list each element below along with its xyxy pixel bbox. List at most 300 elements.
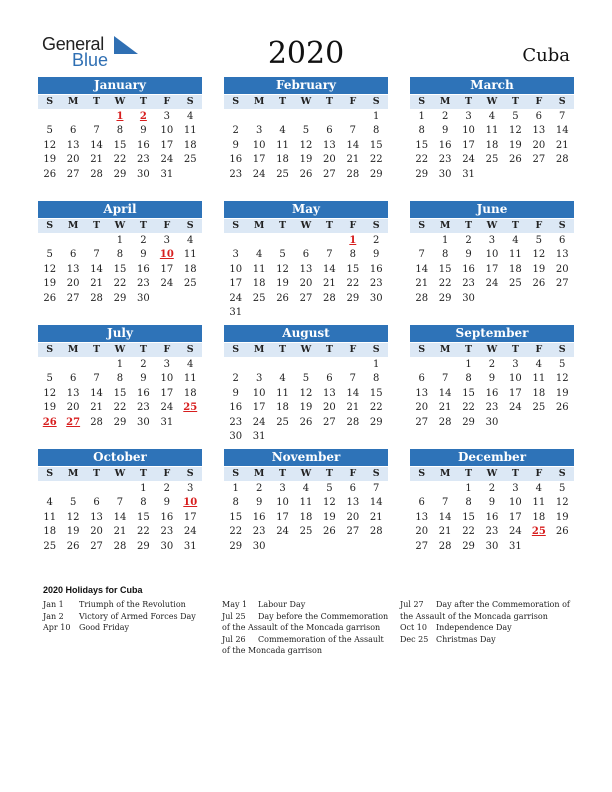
day: 16 [369, 263, 383, 275]
day: 24 [509, 402, 522, 414]
day: 5 [512, 111, 519, 122]
weekday-label: M [439, 220, 451, 231]
day: 8 [116, 373, 124, 385]
holiday-date: Dec 25 [400, 634, 429, 644]
day: 13 [532, 125, 546, 137]
day: 21 [90, 402, 103, 414]
day: 19 [43, 154, 57, 166]
day: 14 [323, 263, 336, 275]
day: 10 [252, 139, 266, 151]
day: 2 [255, 483, 263, 494]
weekday-label: S [46, 96, 54, 107]
holiday-item [43, 622, 215, 634]
empty-cell [294, 234, 317, 248]
day: 10 [229, 263, 243, 275]
weekday-label: T [465, 344, 473, 355]
day: 4 [512, 235, 519, 246]
holiday-date: Jan 2 [43, 611, 64, 621]
day: 3 [255, 373, 263, 385]
day-grid [38, 482, 202, 554]
day: 8 [116, 125, 124, 137]
month-august [224, 325, 388, 444]
day: 21 [113, 526, 127, 538]
day: 23 [485, 402, 499, 414]
day: 5 [535, 235, 542, 246]
day: 16 [462, 263, 475, 275]
day: 28 [415, 292, 429, 304]
day: 12 [66, 511, 80, 523]
day-grid [410, 234, 574, 306]
day: 17 [183, 511, 197, 523]
day: 23 [438, 154, 452, 166]
day: 16 [229, 402, 243, 414]
holiday-day: 10 [159, 249, 174, 261]
empty-cell [410, 482, 433, 496]
day: 18 [509, 263, 522, 275]
weekday-label: T [511, 96, 519, 107]
day: 11 [276, 387, 289, 399]
logo-general-text: General [42, 34, 104, 54]
month-february [224, 77, 388, 182]
holiday-day: 26 [42, 416, 57, 428]
day: 24 [252, 416, 266, 428]
day: 23 [137, 402, 150, 414]
day: 7 [93, 249, 100, 261]
day: 6 [326, 125, 333, 137]
day: 2 [232, 125, 239, 137]
month-title: May [224, 201, 388, 218]
day: 15 [462, 511, 475, 523]
day: 11 [532, 373, 546, 385]
day: 19 [66, 526, 80, 538]
weekday-label: S [372, 96, 380, 107]
day: 7 [559, 111, 566, 122]
day: 25 [509, 278, 522, 290]
empty-cell [85, 234, 108, 248]
day: 20 [532, 139, 546, 151]
day: 7 [373, 483, 380, 494]
day: 1 [116, 359, 124, 370]
holiday-date: Apr 10 [43, 623, 71, 632]
weekday-header [38, 467, 202, 481]
day: 13 [323, 139, 336, 151]
holiday-item [400, 599, 572, 622]
day: 16 [137, 387, 150, 399]
day: 29 [415, 168, 429, 180]
day: 29 [113, 416, 127, 428]
day: 20 [299, 278, 313, 290]
day: 25 [276, 416, 289, 428]
day: 16 [485, 511, 499, 523]
weekday-label: T [325, 468, 333, 479]
day: 5 [559, 483, 566, 494]
empty-cell [247, 358, 270, 372]
empty-cell [318, 110, 341, 124]
weekday-label: W [300, 220, 312, 231]
weekday-label: T [511, 220, 519, 231]
holiday-day: 2 [139, 111, 147, 122]
day-grid [410, 482, 574, 554]
day: 9 [465, 249, 472, 261]
day: 17 [252, 154, 266, 166]
weekday-label: T [325, 96, 333, 107]
day-grid [410, 110, 574, 182]
holiday-name: Triumph of the Revolution [79, 600, 186, 609]
weekday-label: F [535, 468, 543, 479]
day: 17 [160, 263, 174, 275]
weekday-label: T [511, 468, 519, 479]
day: 11 [276, 139, 289, 151]
empty-cell [247, 234, 270, 248]
weekday-header [410, 95, 574, 109]
empty-cell [294, 110, 317, 124]
day: 15 [369, 387, 383, 399]
day: 31 [252, 430, 266, 442]
weekday-label: W [300, 96, 312, 107]
day: 15 [346, 263, 360, 275]
month-title: July [38, 325, 202, 342]
day: 8 [465, 497, 472, 509]
weekday-label: S [46, 468, 54, 479]
day: 7 [326, 249, 333, 261]
month-title: October [38, 449, 202, 466]
day: 21 [438, 526, 452, 538]
day: 7 [93, 373, 100, 385]
day: 5 [46, 373, 53, 385]
day: 31 [509, 540, 522, 552]
day: 24 [462, 154, 475, 166]
day: 28 [113, 540, 127, 552]
day: 12 [509, 125, 522, 137]
day: 29 [462, 540, 475, 552]
day: 24 [160, 402, 174, 414]
day: 20 [90, 526, 103, 538]
day: 1 [441, 235, 449, 246]
weekday-label: S [558, 344, 566, 355]
day: 1 [418, 111, 425, 122]
weekday-label: S [372, 468, 380, 479]
day: 12 [555, 497, 569, 509]
holiday-name: Independence Day [436, 623, 512, 632]
day: 27 [66, 168, 80, 180]
month-title: February [224, 77, 388, 94]
day: 8 [465, 373, 472, 385]
day: 5 [46, 125, 53, 137]
day: 27 [323, 168, 336, 180]
day: 3 [512, 359, 519, 370]
day-grid [224, 358, 388, 444]
weekday-label: S [418, 96, 426, 107]
holiday-name: Day before the Commemoration of the Assault of the Moncada garrison [222, 611, 389, 632]
weekday-label: S [232, 96, 240, 107]
day: 2 [465, 235, 472, 246]
day: 12 [43, 387, 57, 399]
day: 1 [465, 359, 472, 370]
day: 29 [346, 292, 360, 304]
day: 18 [252, 278, 266, 290]
day: 9 [488, 373, 496, 385]
day: 4 [187, 235, 194, 246]
day: 19 [509, 139, 522, 151]
day: 1 [373, 111, 380, 122]
day: 24 [183, 526, 197, 538]
day: 3 [187, 483, 194, 494]
day: 4 [255, 249, 263, 261]
day: 23 [485, 526, 499, 538]
day: 5 [46, 249, 53, 261]
weekday-label: F [535, 220, 543, 231]
day: 1 [373, 359, 380, 370]
weekday-label: F [349, 96, 357, 107]
holiday-date: Jan 1 [43, 600, 64, 609]
day: 2 [488, 359, 496, 370]
day: 15 [113, 263, 127, 275]
day: 6 [418, 497, 425, 509]
day: 4 [488, 111, 496, 122]
day: 20 [66, 154, 80, 166]
weekday-label: T [325, 220, 333, 231]
holiday-day: 1 [349, 235, 357, 246]
weekday-label: T [93, 344, 101, 355]
day: 10 [485, 249, 499, 261]
day: 17 [509, 511, 522, 523]
month-april [38, 201, 202, 306]
day: 13 [555, 249, 569, 261]
day: 29 [137, 540, 150, 552]
weekday-label: S [46, 344, 54, 355]
day: 21 [369, 511, 383, 523]
day: 23 [137, 278, 150, 290]
weekday-label: W [486, 468, 498, 479]
weekday-label: S [186, 344, 194, 355]
day: 22 [113, 154, 127, 166]
holiday-name: Labour Day [258, 600, 306, 609]
day: 16 [137, 263, 150, 275]
weekday-label: W [114, 468, 126, 479]
day: 18 [276, 154, 289, 166]
day: 11 [485, 125, 499, 137]
day: 7 [441, 497, 449, 509]
day: 18 [299, 511, 313, 523]
day: 31 [160, 168, 174, 180]
day: 6 [93, 497, 100, 509]
empty-cell [224, 234, 247, 248]
holiday-column [43, 599, 215, 634]
day: 8 [349, 249, 356, 261]
day: 30 [462, 292, 475, 304]
day: 7 [418, 249, 425, 261]
day: 2 [140, 235, 147, 246]
month-title: April [38, 201, 202, 218]
day: 11 [252, 263, 266, 275]
weekday-label: F [163, 468, 171, 479]
day: 19 [299, 402, 313, 414]
day: 6 [69, 373, 77, 385]
day: 24 [229, 292, 243, 304]
day: 16 [252, 511, 266, 523]
day: 8 [140, 497, 147, 509]
day: 15 [438, 263, 452, 275]
day-grid [38, 110, 202, 182]
holiday-item [43, 611, 215, 623]
day: 25 [532, 402, 546, 414]
empty-cell [410, 234, 433, 248]
weekday-label: F [535, 96, 543, 107]
day: 22 [462, 402, 475, 414]
day: 24 [485, 278, 499, 290]
day: 11 [299, 497, 313, 509]
weekday-label: S [418, 344, 426, 355]
day: 27 [66, 292, 80, 304]
day: 15 [415, 139, 429, 151]
holiday-name: Day after the Commemoration of the Assault of the Moncada garrison [400, 600, 570, 621]
day: 13 [415, 387, 429, 399]
day: 3 [255, 125, 263, 137]
empty-cell [224, 358, 247, 372]
day: 28 [346, 168, 360, 180]
holidays-title: 2020 Holidays for Cuba [43, 585, 143, 595]
day: 15 [229, 511, 243, 523]
day: 21 [346, 154, 360, 166]
day: 10 [509, 497, 522, 509]
weekday-label: S [232, 220, 240, 231]
day: 7 [116, 497, 124, 509]
day: 7 [93, 125, 100, 137]
day: 23 [160, 526, 174, 538]
weekday-header [38, 219, 202, 233]
day: 25 [43, 540, 57, 552]
day: 13 [415, 511, 429, 523]
day: 25 [183, 154, 197, 166]
weekday-label: F [163, 220, 171, 231]
day: 14 [438, 387, 452, 399]
day: 28 [555, 154, 569, 166]
day: 22 [438, 278, 452, 290]
day: 16 [229, 154, 243, 166]
day: 28 [90, 168, 103, 180]
day: 9 [441, 125, 449, 137]
month-title: September [410, 325, 574, 342]
weekday-label: W [486, 220, 498, 231]
day: 15 [462, 387, 475, 399]
month-december [410, 449, 574, 554]
day: 17 [160, 387, 174, 399]
day: 3 [163, 111, 170, 122]
weekday-label: S [372, 344, 380, 355]
day: 31 [160, 416, 174, 428]
day: 12 [299, 387, 313, 399]
day: 18 [183, 387, 197, 399]
weekday-label: F [163, 344, 171, 355]
day: 30 [229, 430, 243, 442]
day: 11 [509, 249, 522, 261]
day: 3 [465, 111, 472, 122]
day: 21 [438, 402, 452, 414]
day: 17 [229, 278, 243, 290]
weekday-label: S [418, 468, 426, 479]
weekday-label: T [93, 96, 101, 107]
weekday-label: W [114, 220, 126, 231]
day: 16 [438, 139, 452, 151]
day: 3 [488, 235, 496, 246]
day: 22 [113, 278, 127, 290]
day: 30 [252, 540, 266, 552]
day: 22 [346, 278, 360, 290]
day: 18 [532, 511, 546, 523]
empty-cell [61, 234, 84, 248]
empty-cell [410, 358, 433, 372]
day: 19 [43, 402, 57, 414]
day: 16 [137, 139, 150, 151]
day: 23 [462, 278, 475, 290]
day: 12 [323, 497, 336, 509]
day: 4 [187, 111, 194, 122]
weekday-label: F [535, 344, 543, 355]
day: 26 [43, 168, 57, 180]
day: 11 [183, 125, 197, 137]
day: 8 [441, 249, 449, 261]
day: 4 [535, 483, 542, 494]
day: 14 [438, 511, 452, 523]
weekday-label: T [325, 344, 333, 355]
day: 18 [43, 526, 57, 538]
empty-cell [85, 110, 108, 124]
day: 25 [276, 168, 289, 180]
day: 5 [302, 125, 310, 137]
day: 13 [346, 497, 360, 509]
day: 11 [532, 497, 546, 509]
day: 1 [140, 483, 147, 494]
day: 21 [90, 278, 103, 290]
empty-cell [271, 358, 294, 372]
empty-cell [85, 482, 108, 496]
day: 9 [140, 373, 147, 385]
weekday-label: T [279, 344, 287, 355]
empty-cell [108, 482, 131, 496]
day: 10 [509, 373, 522, 385]
day: 27 [299, 292, 313, 304]
day: 14 [113, 511, 127, 523]
weekday-label: S [418, 220, 426, 231]
day: 2 [140, 359, 147, 370]
day-grid [410, 358, 574, 430]
weekday-label: T [465, 96, 473, 107]
day: 19 [555, 511, 569, 523]
empty-cell [247, 110, 270, 124]
weekday-header [38, 343, 202, 357]
day: 20 [415, 526, 429, 538]
holiday-day: 25 [183, 402, 198, 414]
day: 26 [299, 416, 313, 428]
day: 31 [183, 540, 197, 552]
weekday-label: W [114, 344, 126, 355]
day: 10 [160, 373, 174, 385]
day: 12 [532, 249, 546, 261]
weekday-label: W [300, 468, 312, 479]
month-june [410, 201, 574, 306]
day: 18 [183, 139, 197, 151]
day: 21 [90, 154, 103, 166]
day: 30 [137, 168, 150, 180]
day: 24 [509, 526, 522, 538]
day: 15 [113, 139, 127, 151]
day: 31 [229, 306, 243, 318]
day: 31 [462, 168, 475, 180]
day: 17 [462, 139, 475, 151]
holiday-item [400, 634, 572, 646]
weekday-label: S [46, 220, 54, 231]
day: 2 [163, 483, 170, 494]
